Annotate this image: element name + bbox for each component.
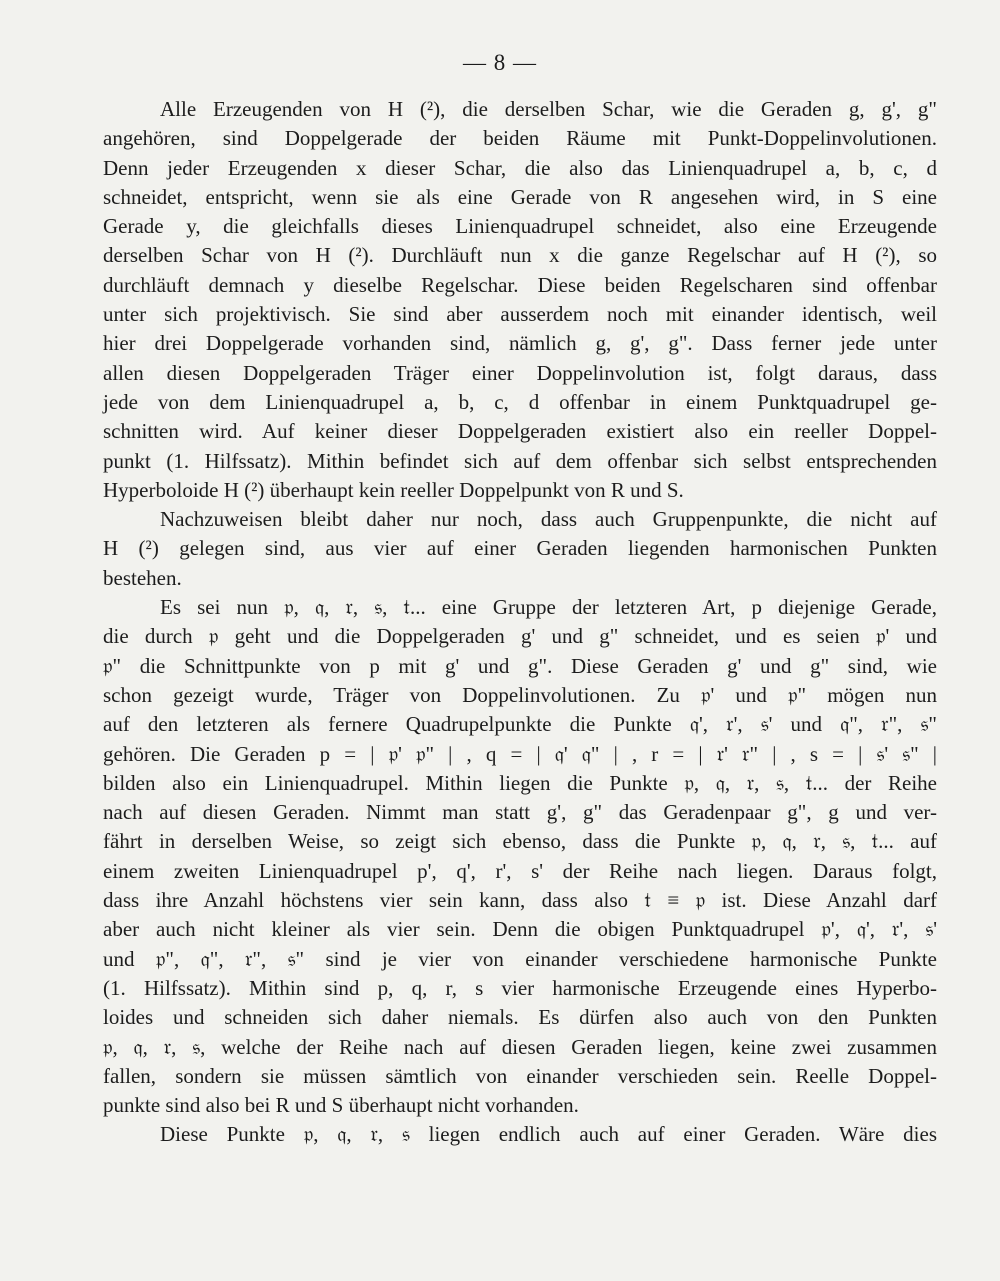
text-line: Nachzuweisen bleibt daher nur noch, dass auch Gruppenpunkte, die nicht auf <box>160 507 937 532</box>
text-line: durchläuft demnach y dieselbe Regelschar. Diese beiden Regelscharen sind offenbar <box>103 272 937 297</box>
text-line: derselben Schar von H (²). Durchläuft nun x die ganze Regelschar auf H (²), so <box>103 243 937 268</box>
text-line: die durch 𝔭 geht und die Doppelgeraden g' und g" schneidet, und es seien 𝔭' und <box>103 624 937 649</box>
text-line: fährt in derselben Weise, so zeigt sich ebenso, dass die Punkte 𝔭, 𝔮, 𝔯, 𝔰, 𝔱... auf <box>103 829 937 854</box>
text-line: auf den letzteren als fernere Quadrupelpunkte die Punkte 𝔮', 𝔯', 𝔰' und 𝔮", 𝔯", 𝔰" <box>103 712 937 737</box>
text-line: Alle Erzeugenden von H (²), die derselben Schar, wie die Geraden g, g', g" <box>160 97 937 121</box>
text-line: Denn jeder Erzeugenden x dieser Schar, die also das Linienquadrupel a, b, c, d <box>103 155 937 180</box>
text-line: und 𝔭", 𝔮", 𝔯", 𝔰" sind je vier von einander verschiedene harmonische Punkte <box>103 946 937 971</box>
text-line: allen diesen Doppelgeraden Träger einer Doppelinvolution ist, folgt daraus, dass <box>103 360 937 385</box>
text-line: nach auf diesen Geraden. Nimmt man statt g', g" das Geradenpaar g", g und ver- <box>103 800 937 825</box>
text-line: Gerade y, die gleichfalls dieses Linienquadrupel schneidet, also eine Erzeugende <box>103 214 937 239</box>
page-number: — 8 — <box>463 50 537 75</box>
text-line: schnitten wird. Auf keiner dieser Doppelgeraden existiert also ein reeller Doppel- <box>103 419 937 444</box>
text-line: einem zweiten Linienquadrupel p', q', r', s' der Reihe nach liegen. Daraus folgt, <box>103 858 937 883</box>
text-line: Hyperboloide H (²) überhaupt kein reeller Doppelpunkt von R und S. <box>103 477 684 502</box>
text-line: punkte sind also bei R und S überhaupt nicht vorhanden. <box>103 1093 579 1118</box>
text-line: Diese Punkte 𝔭, 𝔮, 𝔯, 𝔰 liegen endlich auch auf einer Geraden. Wäre dies <box>160 1122 937 1147</box>
text-line: schon gezeigt wurde, Träger von Doppelinvolutionen. Zu 𝔭' und 𝔭" mögen nun <box>103 682 937 707</box>
text-line: 𝔭" die Schnittpunkte von p mit g' und g". Diese Geraden g' und g" sind, wie <box>103 653 937 678</box>
text-line: punkt (1. Hilfssatz). Mithin befindet sich auf dem offenbar sich selbst entsprechenden <box>103 448 937 473</box>
text-line: fallen, sondern sie müssen sämtlich von einander verschieden sein. Reelle Doppel- <box>103 1063 937 1088</box>
text-line: loides und schneiden sich daher niemals. Es dürfen also auch von den Punkten <box>103 1005 937 1030</box>
text-line: jede von dem Linienquadrupel a, b, c, d offenbar in einem Punktquadrupel ge- <box>103 389 937 414</box>
text-line: unter sich projektivisch. Sie sind aber ausserdem noch mit einander identisch, weil <box>103 302 937 327</box>
text-line: 𝔭, 𝔮, 𝔯, 𝔰, welche der Reihe nach auf diesen Geraden liegen, keine zwei zusammen <box>103 1034 937 1059</box>
text-line: dass ihre Anzahl höchstens vier sein kann, dass also 𝔱 ≡ 𝔭 ist. Diese Anzahl darf <box>103 888 937 913</box>
text-line: bilden also ein Linienquadrupel. Mithin liegen die Punkte 𝔭, 𝔮, 𝔯, 𝔰, 𝔱... der Reihe <box>103 770 937 795</box>
text-line: aber auch nicht kleiner als vier sein. Denn die obigen Punktquadrupel 𝔭', 𝔮', 𝔯', 𝔰' <box>103 917 937 942</box>
text-line: angehören, sind Doppelgerade der beiden Räume mit Punkt-Doppelinvolutionen. <box>103 126 937 151</box>
text-line: H (²) gelegen sind, aus vier auf einer Geraden liegenden harmonischen Punkten <box>103 536 937 561</box>
body-text <box>103 95 937 1150</box>
text-line: Es sei nun 𝔭, 𝔮, 𝔯, 𝔰, 𝔱... eine Gruppe der letzteren Art, p diejenige Gerade, <box>160 595 937 620</box>
text-line: (1. Hilfssatz). Mithin sind p, q, r, s vier harmonische Erzeugende eines Hyperbo- <box>103 975 937 1000</box>
text-line: schneidet, entspricht, wenn sie als eine Gerade von R angesehen wird, in S eine <box>103 184 937 209</box>
text-line: hier drei Doppelgerade vorhanden sind, nämlich g, g', g". Dass ferner jede unter <box>103 331 937 356</box>
text-line: bestehen. <box>103 565 182 590</box>
text-line: gehören. Die Geraden p = | 𝔭' 𝔭" | , q = | 𝔮' 𝔮" | , r = | 𝔯' 𝔯" | , s = | 𝔰' 𝔰" | <box>103 741 937 766</box>
